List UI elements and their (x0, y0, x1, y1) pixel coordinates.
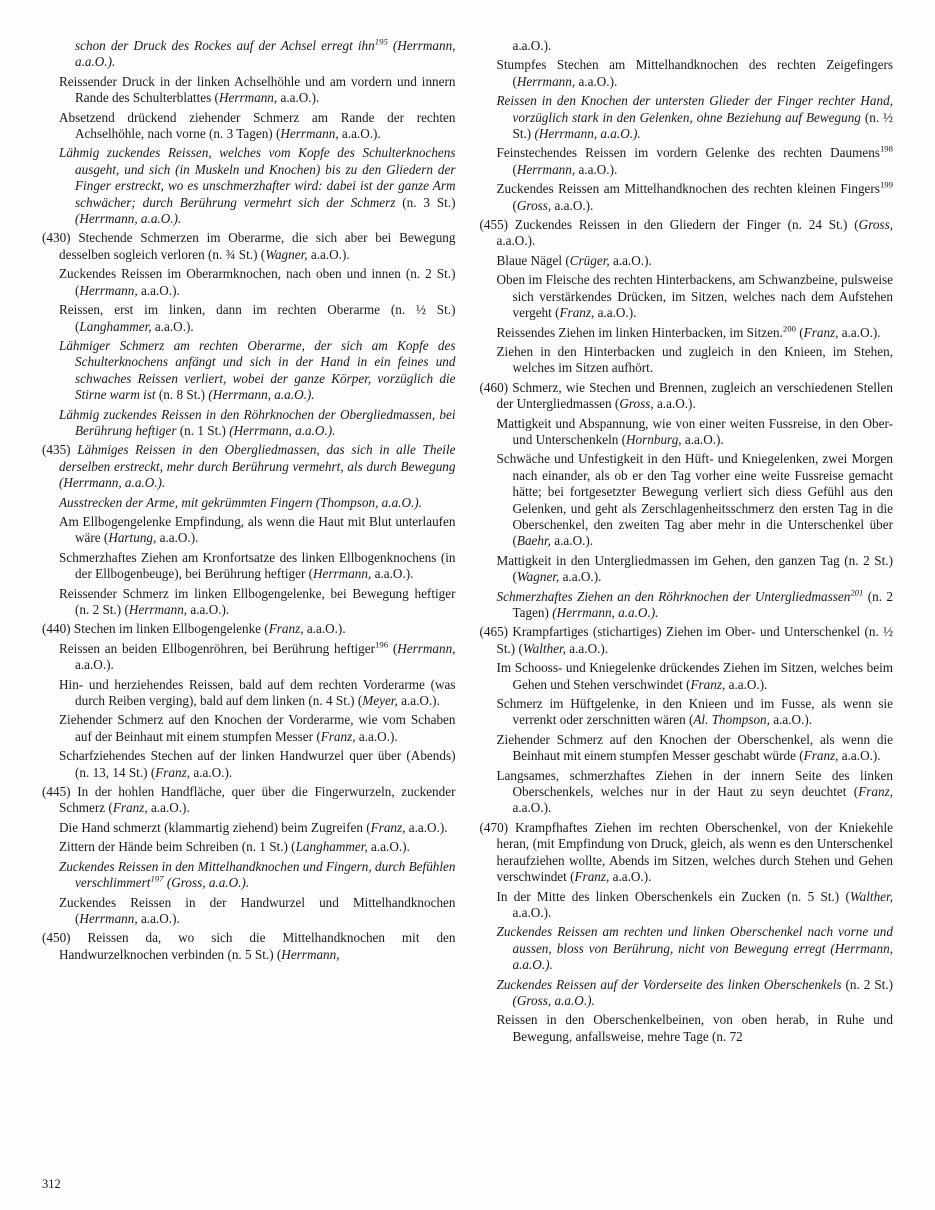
symptom-text: Stechende Schmerzen im Oberarme, die sich aber bei Bewegung desselben sogleich verloren (n. ¾ St.) ( (59, 230, 456, 262)
symptom-text: Oben im Fleische des rechten Hinterbackens, am Schwanzbeine, pulsweise sich verstärkendes Drücken, im Sitzen, welches nach dem Aufstehen vergeht ( (496, 272, 893, 321)
symptom-paragraph (496, 343, 894, 377)
symptom-paragraph (59, 819, 456, 836)
emphasized-text: Meyer, (362, 693, 398, 709)
symptom-text: Absetzend drückend ziehender Schmerz am Rande der rechten Achselhöhle, nach vorne (n. 3 Tagen) ( (59, 109, 456, 142)
emphasized-text: Wagner, (516, 569, 560, 585)
symptom-text: a.a.O.). (397, 693, 440, 709)
symptom-text: a.a.O.). (137, 910, 180, 926)
symptom-paragraph (496, 451, 894, 549)
symptom-text: Ziehender Schmerz auf den Knochen der Vorderarme, wie vom Schaben auf der Beinhaut mit einem stumpfen Messer ( (59, 712, 456, 744)
symptom-paragraph (42, 230, 456, 263)
emphasized-text: Langhammer, (79, 318, 152, 334)
symptom-paragraph (496, 552, 894, 586)
text-column-left (42, 38, 456, 1048)
symptom-text: a.a.O.). (147, 800, 190, 816)
symptom-text: Langsames, schmerzhaftes Ziehen in der innern Seite des linken Oberschenkels, welches nur in der Haut zu seyn deuchtet ( (496, 767, 893, 800)
emphasized-text: Walther, (522, 640, 566, 656)
symptom-paragraph (479, 379, 894, 413)
symptom-paragraph (496, 767, 894, 817)
symptom-text: Die Hand schmerzt (klammartig ziehend) beim Zugreifen ( (59, 819, 371, 835)
symptom-text: a.a.O.). (151, 318, 194, 334)
symptom-paragraph (496, 731, 894, 765)
emphasized-text: (n. 8 St.) (158, 387, 206, 403)
symptom-paragraph (513, 38, 894, 54)
symptom-text: Am Ellbogengelenke Empfindung, als wenn die Haut mit Blut unterlaufen wäre ( (59, 513, 456, 546)
symptom-text: a.a.O.). (75, 657, 114, 673)
emphasized-text: Franz, (858, 784, 893, 800)
symptom-paragraph (59, 858, 456, 892)
symptom-text: Schwäche und Unfestigkeit in den Hüft- und Kniegelenken, zwei Morgen nach einander, als ob er den Tag vorher eine weite Fussreise gemacht hätte; bei fortgesetzter Bewegung verliert sich diess Gefühl aus den Gelenken, und geht als Zerschlagenheitsschmerz den ersten Tag in die Oberschenkel, den zweiten Tag aber mehr in die Unterschenkel über ( (496, 451, 893, 549)
symptom-number: (430) (42, 230, 79, 246)
emphasized-text: Franz, (559, 305, 595, 321)
symptom-text: Krampfartiges (stichartiges) Ziehen im Ober- und Unterschenkel (n. ½ St.) ( (496, 624, 893, 656)
emphasized-text: Gross, (516, 197, 552, 213)
symptom-text: Lähmiges Reissen in den Obergliedmassen, das sich in alle Theile derselben erstreckt, mehr durch Berührung vermehrt, als durch Bewegung (Herrmann, a.a.O.). (59, 442, 456, 491)
symptom-text: Zuckendes Reissen in den Gliedern der Finger (n. 24 St.) ( (514, 217, 859, 233)
symptom-paragraph (496, 57, 894, 90)
symptom-text: Reissen in den Oberschenkelbeinen, von oben herab, in Ruhe und Bewegung, anfallsweise, mehre Tage (n. 72 (496, 1012, 893, 1044)
symptom-paragraph (496, 415, 894, 449)
emphasized-text: Gross, (858, 217, 893, 233)
symptom-paragraph (496, 924, 894, 973)
symptom-paragraph (75, 38, 456, 71)
emphasized-text: Herrmann, (516, 161, 576, 177)
emphasized-text: Hartung, (108, 530, 157, 546)
symptom-text: a.a.O.). (405, 819, 448, 835)
symptom-paragraph (59, 894, 456, 928)
symptom-paragraph (496, 696, 894, 729)
symptom-text: Zuckendes Reissen am rechten und linken Oberschenkel nach vorne und aussen, bloss von Berührung, nicht von Bewegung erregt (Herrmann, a.a.O.). (496, 924, 893, 973)
symptom-text: Reissen an beiden Ellbogenröhren, bei Berührung heftiger$^{196}$ ( (59, 639, 398, 656)
footnote-reference: 198 (879, 144, 893, 155)
symptom-paragraph (59, 406, 456, 440)
symptom-paragraph (59, 549, 456, 583)
symptom-text: Schmerz im Hüftgelenke, in den Knieen und im Fusse, als wenn sie verrenkt oder zerschnitten wären ( (496, 696, 893, 728)
symptom-number: (435) (42, 442, 78, 458)
emphasized-text: Herrmann, (280, 126, 339, 142)
symptom-paragraph (59, 839, 456, 855)
symptom-text: a.a.O.). (653, 396, 696, 412)
symptom-text: a.a.O.). (838, 324, 881, 340)
symptom-paragraph (59, 73, 456, 107)
emphasized-text: (n. 3 St.) (402, 194, 456, 210)
symptom-text: a.a.O.). (609, 252, 652, 268)
emphasized-text: Franz, (268, 621, 304, 637)
symptom-text: Schmerz, wie Stechen und Brennen, zugleich an verschiedenen Stellen der Untergliedmassen ( (496, 379, 893, 412)
symptom-number: (445) (42, 784, 78, 800)
symptom-paragraph (59, 266, 456, 299)
symptom-text: a.a.O.). (367, 839, 410, 855)
emphasized-text: (n. 2 Tagen) (512, 588, 893, 620)
symptom-text: Schmerzhaftes Ziehen an den Röhrknochen der Untergliedmassen$^{201}$ (496, 587, 864, 604)
emphasized-text: Al. Thompson, (693, 712, 770, 728)
symptom-paragraph (42, 930, 456, 963)
symptom-text: Scharfziehendes Stechen auf der linken Handwurzel quer über (Abends) (n. 13, 14 St.) ( (59, 748, 456, 780)
emphasized-text: Franz, (803, 748, 839, 764)
symptom-text: Feinstechendes Reissen im vordern Gelenke des rechten Daumens$^{198}$ ( (496, 144, 893, 177)
emphasized-text: Hornburg, (626, 431, 682, 447)
symptom-text: a.a.O.). (725, 676, 768, 692)
symptom-paragraph (59, 145, 456, 227)
symptom-text: Blaue Nägel ( (496, 252, 570, 268)
symptom-text: In der hohlen Handfläche, quer über die Fingerwurzeln, zuckender Schmerz ( (59, 784, 456, 816)
symptom-text: a.a.O.). (512, 800, 552, 816)
symptom-text: a.a.O.). (338, 126, 381, 142)
symptom-text: a.a.O.). (512, 38, 552, 53)
footnote-reference: 195 (374, 36, 388, 47)
symptom-text: a.a.O.). (565, 640, 609, 656)
symptom-text: a.a.O.). (594, 305, 637, 321)
emphasized-text: Herrmann, (281, 946, 340, 962)
symptom-text: Ziehender Schmerz auf den Knochen der Oberschenkel, als wenn die Beinhaut mit einem stumpfen Messer geschabt würde ( (496, 731, 893, 764)
footnote-reference: 201 (850, 587, 864, 598)
symptom-paragraph (479, 217, 894, 250)
symptom-text: Ausstrecken der Arme, mit gekrümmten Fingern (Thompson, a.a.O.). (59, 494, 422, 510)
symptom-paragraph (59, 109, 456, 143)
symptom-paragraph (479, 624, 894, 657)
emphasized-text: Walther, (849, 888, 893, 904)
emphasized-text: (n. 1 St.) (179, 422, 226, 438)
emphasized-text: Herrmann, (79, 910, 138, 926)
symptom-text: Schmerzhaftes Ziehen am Kronfortsatze des linken Ellbogenknochens (in der Ellbogenbeuge), bei Berührung heftiger ( (59, 549, 456, 582)
symptom-number: (455) (479, 217, 515, 233)
page-columns (42, 38, 893, 1048)
symptom-paragraph (59, 585, 456, 619)
symptom-text: a.a.O.). (303, 621, 346, 637)
symptom-text: Zuckendes Reissen am Mittelhandknochen des rechten kleinen Fingers$^{199}$ ( (496, 179, 893, 213)
symptom-paragraph (59, 748, 456, 781)
symptom-text: a.a.O.). (187, 602, 230, 617)
symptom-text: a.a.O.). (512, 904, 552, 920)
symptom-text: schon der Druck des Rockes auf der Achsel erregt ihn$^{195}$ (Herrmann, a.a.O.). (75, 36, 456, 70)
symptom-number: (470) (479, 819, 516, 835)
symptom-text: a.a.O.). (609, 869, 652, 885)
emphasized-text: Herrmann, (397, 640, 456, 656)
symptom-text: Zuckendes Reissen auf der Vorderseite des linken Oberschenkels (496, 976, 846, 992)
symptom-paragraph (496, 144, 894, 178)
symptom-paragraph (59, 676, 456, 710)
symptom-text: a.a.O.). (156, 530, 199, 546)
symptom-text: a.a.O.). (551, 197, 594, 213)
emphasized-text: Franz, (803, 324, 839, 340)
symptom-text: In der Mitte des linken Oberschenkels ein Zucken (n. 5 St.) ( (496, 888, 850, 904)
symptom-paragraph (496, 587, 894, 622)
symptom-text: Hin- und herziehendes Reissen, bald auf dem rechten Vorderarme (was durch Reiben verging), bald auf dem linken (n. 4 St.) ( (59, 676, 456, 709)
footnote-reference: 196 (375, 639, 389, 650)
symptom-paragraph (496, 179, 894, 214)
footnote-reference: 200 (782, 323, 796, 334)
emphasized-text: Franz, (112, 800, 148, 816)
symptom-paragraph (42, 442, 456, 491)
symptom-paragraph (496, 93, 894, 142)
symptom-paragraph (42, 784, 456, 817)
symptom-text: Zuckendes Reissen in der Handwurzel und Mittelhandknochen ( (59, 894, 456, 926)
emphasized-text: Franz, (370, 819, 406, 835)
symptom-text: a.a.O.). (371, 566, 414, 582)
emphasized-text: Franz, (574, 869, 610, 885)
symptom-number: (460) (479, 379, 513, 395)
symptom-text: Reissendes Ziehen im linken Hinterbacken, im Sitzen.$^{200}$ ( (496, 323, 804, 340)
symptom-paragraph (496, 272, 894, 321)
emphasized-text: Franz, (320, 728, 356, 744)
symptom-paragraph (59, 639, 456, 674)
footnote-reference: 197 (150, 873, 164, 884)
symptom-text: a.a.O.). (355, 728, 398, 744)
symptom-text: a.a.O.). (838, 748, 881, 764)
symptom-text: Reissen da, wo sich die Mittelhandknochen mit den Handwurzelknochen verbinden (n. 5 St.) ( (59, 930, 456, 962)
symptom-text: Mattigkeit und Abspannung, wie von einer weiten Fussreise, in den Ober- und Unterschenkeln ( (496, 415, 893, 447)
text-column-right (480, 38, 894, 1048)
emphasized-text: Franz, (690, 676, 726, 692)
symptom-text: Reissender Schmerz im linken Ellbogengelenke, bei Bewegung heftiger (n. 2 St.) ( (59, 585, 456, 617)
symptom-text: a.a.O.). (137, 282, 180, 298)
symptom-text: a.a.O.). (550, 533, 594, 549)
symptom-text: Stechen im linken Ellbogengelenke ( (73, 621, 269, 637)
symptom-text: Zuckendes Reissen im Oberarmknochen, nach oben und innen (n. 2 St.) ( (59, 266, 456, 298)
emphasized-text: Herrmann, (128, 602, 188, 617)
symptom-number: (440) (42, 621, 74, 637)
symptom-paragraph (59, 513, 456, 547)
emphasized-text: Crüger, (569, 252, 610, 268)
symptom-paragraph (496, 1012, 894, 1045)
symptom-text: (Herrmann, a.a.O.). (225, 422, 336, 438)
symptom-text: Ziehen in den Hinterbacken und zugleich in den Knieen, im Stehen, welches im Sitzen aufhört. (496, 343, 893, 376)
symptom-paragraph (59, 337, 456, 404)
emphasized-text: Herrmann, (79, 282, 138, 298)
symptom-text: a.a.O.). (496, 233, 536, 249)
symptom-text: Zuckendes Reissen in den Mittelhandknochen und Fingern, durch Befühlen verschlimmert$^{197}$ (Gross, a.a.O.). (59, 858, 456, 891)
symptom-text: Im Schooss- und Kniegelenke drückendes Ziehen im Sitzen, welches beim Gehen und Stehen verschwindet ( (496, 660, 893, 692)
symptom-text: a.a.O.). (769, 712, 813, 728)
symptom-text: Reissen in den Knochen der untersten Glieder der Finger rechter Hand, vorzüglich stark in den Gelenken, ohne Beziehung auf Bewegung (496, 93, 893, 125)
symptom-text: Lähmig zuckendes Reissen, welches vom Kopfe des Schulterknochens ausgeht, und sich (in Muskeln und Knochen) bis zu den Gliedern der Finger erstreckt, wo es unschmerzhafter wird: dabei ist der ganze Arm schwächer; durch Berührung vermehrt sich der Schmerz (59, 145, 456, 210)
page-number: 312 (42, 1176, 61, 1191)
symptom-paragraph (496, 660, 894, 693)
symptom-paragraph (496, 323, 894, 341)
symptom-text: a.a.O.). (575, 161, 618, 177)
symptom-number: (465) (479, 624, 513, 640)
symptom-paragraph (496, 252, 894, 269)
symptom-text: Lähmig zuckendes Reissen in den Röhrknochen der Obergliedmassen, bei Berührung heftiger (59, 406, 456, 438)
emphasized-text: Herrmann, (218, 90, 278, 106)
symptom-number: (450) (42, 930, 88, 946)
symptom-text: (Gross, a.a.O.). (512, 992, 595, 1008)
symptom-text: Reissen, erst im linken, dann im rechten Oberarme (n. ½ St.) ( (59, 302, 456, 334)
emphasized-text: (n. 2 St.) (845, 976, 894, 992)
symptom-paragraph (59, 712, 456, 745)
symptom-text: Krampfhaftes Ziehen im rechten Oberschenkel, von der Kniekehle heran, (mit Empfindung von Druck, gleich, als wenn es den Unterschenkel heraufziehen wollte, Abends im Sitzen, welches durch Stehen und Gehen verschwindet ( (496, 819, 893, 885)
symptom-text: (Herrmann, a.a.O.). (548, 605, 659, 620)
symptom-text: (Herrmann, a.a.O.). (205, 387, 315, 403)
symptom-paragraph (479, 819, 894, 886)
symptom-text: a.a.O.). (575, 73, 618, 89)
symptom-paragraph (496, 888, 894, 922)
emphasized-text: (n. ½ St.) (512, 109, 893, 142)
symptom-text: a.a.O.). (190, 764, 233, 780)
emphasized-text: Franz, (155, 764, 191, 780)
emphasized-text: Langhammer, (295, 839, 368, 855)
symptom-text: (Herrmann, a.a.O.). (75, 211, 182, 227)
symptom-paragraph (59, 494, 456, 511)
emphasized-text: Wagner, (265, 246, 308, 262)
emphasized-text: Baehr, (516, 533, 551, 549)
symptom-text: a.a.O.). (307, 246, 350, 262)
symptom-text: (Herrmann, a.a.O.). (531, 126, 641, 142)
symptom-text: Mattigkeit in den Untergliedmassen im Gehen, den ganzen Tag (n. 2 St.) ( (496, 552, 893, 585)
symptom-text: a.a.O.). (559, 569, 602, 585)
symptom-paragraph (496, 976, 894, 1010)
symptom-text: a.a.O.). (277, 90, 320, 106)
symptom-text: Zittern der Hände beim Schreiben (n. 1 St.) ( (59, 839, 296, 855)
footnote-reference: 199 (879, 179, 893, 190)
symptom-text: Reissender Druck in der linken Achselhöhle und am vordern und innern Rande des Schulterblattes ( (59, 73, 456, 106)
emphasized-text: Gross, (619, 396, 654, 412)
symptom-text: Stumpfes Stechen am Mittelhandknochen des rechten Zeigefingers ( (496, 57, 893, 89)
emphasized-text: Herrmann, (516, 73, 576, 89)
symptom-text: Lähmiger Schmerz am rechten Oberarme, der sich am Kopfe des Schulterknochens anfängt und sich in der Hand in ein feines und schwaches Reissen verliert, wobei der ganze Körper, vorzüglich die Stirne warm ist (59, 337, 456, 403)
symptom-paragraph (42, 621, 456, 637)
symptom-text: a.a.O.). (681, 431, 724, 447)
emphasized-text: Herrmann, (313, 566, 372, 582)
symptom-paragraph (59, 302, 456, 335)
